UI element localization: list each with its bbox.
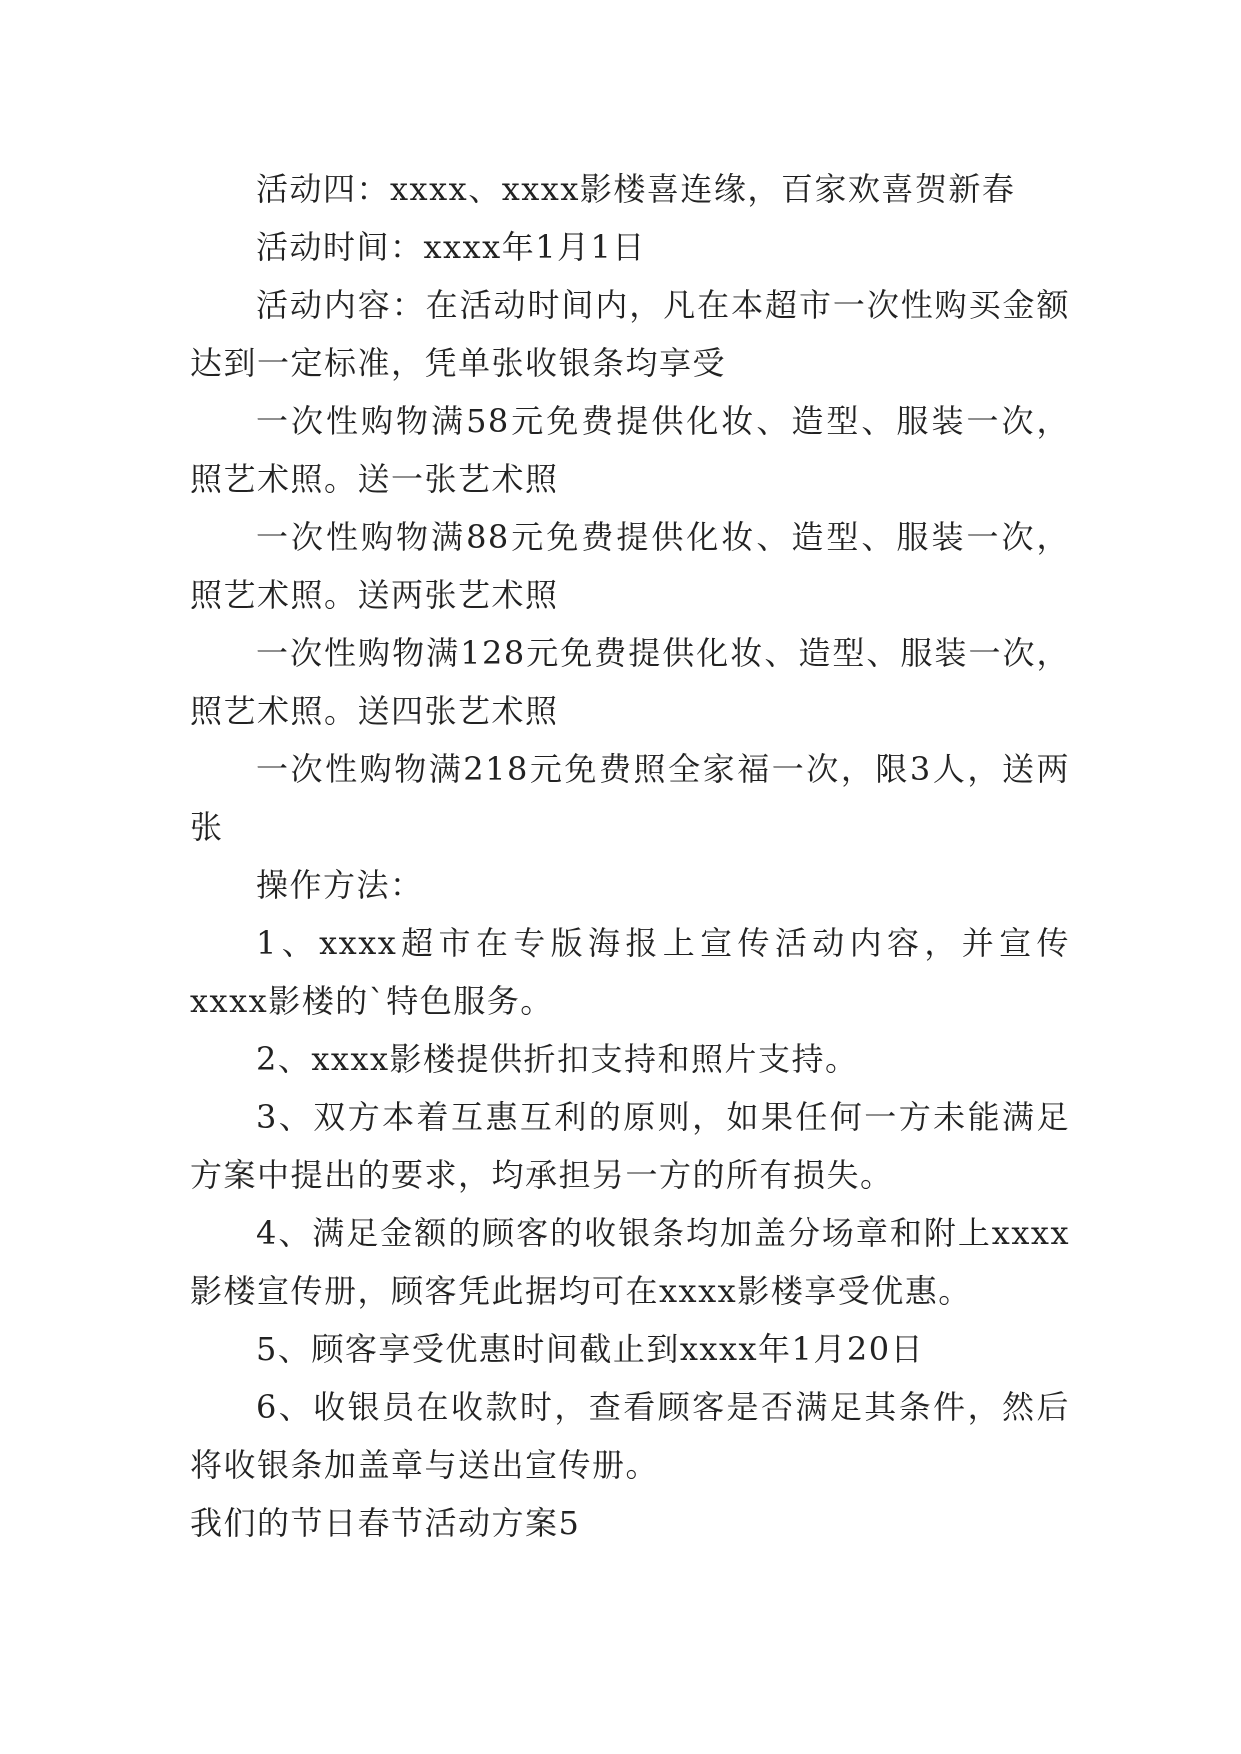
activity-time: 活动时间：xxxx年1月1日 (256, 228, 646, 266)
document-body (190, 160, 1070, 1552)
operation-step-1: 1、xxxx超市在专版海报上宣传活动内容，并宣传xxxx影楼的`特色服务。 (190, 924, 1070, 1020)
offer-tier-218: 一次性购物满218元免费照全家福一次，限3人，送两张 (190, 750, 1070, 846)
operation-step-4: 4、满足金额的顾客的收银条均加盖分场章和附上xxxx影楼宣传册，顾客凭此据均可在xxxx影楼享受优惠。 (190, 1214, 1070, 1310)
section-heading: 我们的节日春节活动方案5 (190, 1504, 581, 1542)
offer-tier-88: 一次性购物满88元免费提供化妆、造型、服装一次，照艺术照。送两张艺术照 (190, 518, 1070, 614)
operation-step-5: 5、顾客享受优惠时间截止到xxxx年1月20日 (256, 1330, 925, 1368)
operation-step-6: 6、收银员在收款时，查看顾客是否满足其条件，然后将收银条加盖章与送出宣传册。 (190, 1388, 1070, 1484)
operation-step-2: 2、xxxx影楼提供折扣支持和照片支持。 (256, 1040, 859, 1078)
activity-content: 活动内容：在活动时间内，凡在本超市一次性购买金额达到一定标准，凭单张收银条均享受 (190, 286, 1070, 382)
operation-method-heading: 操作方法： (256, 866, 424, 904)
activity-four-title: 活动四：xxxx、xxxx影楼喜连缘，百家欢喜贺新春 (256, 170, 1016, 208)
operation-step-3: 3、双方本着互惠互利的原则，如果任何一方未能满足方案中提出的要求，均承担另一方的所有损失。 (190, 1098, 1070, 1194)
offer-tier-128: 一次性购物满128元免费提供化妆、造型、服装一次，照艺术照。送四张艺术照 (190, 634, 1070, 730)
offer-tier-58: 一次性购物满58元免费提供化妆、造型、服装一次，照艺术照。送一张艺术照 (190, 402, 1070, 498)
